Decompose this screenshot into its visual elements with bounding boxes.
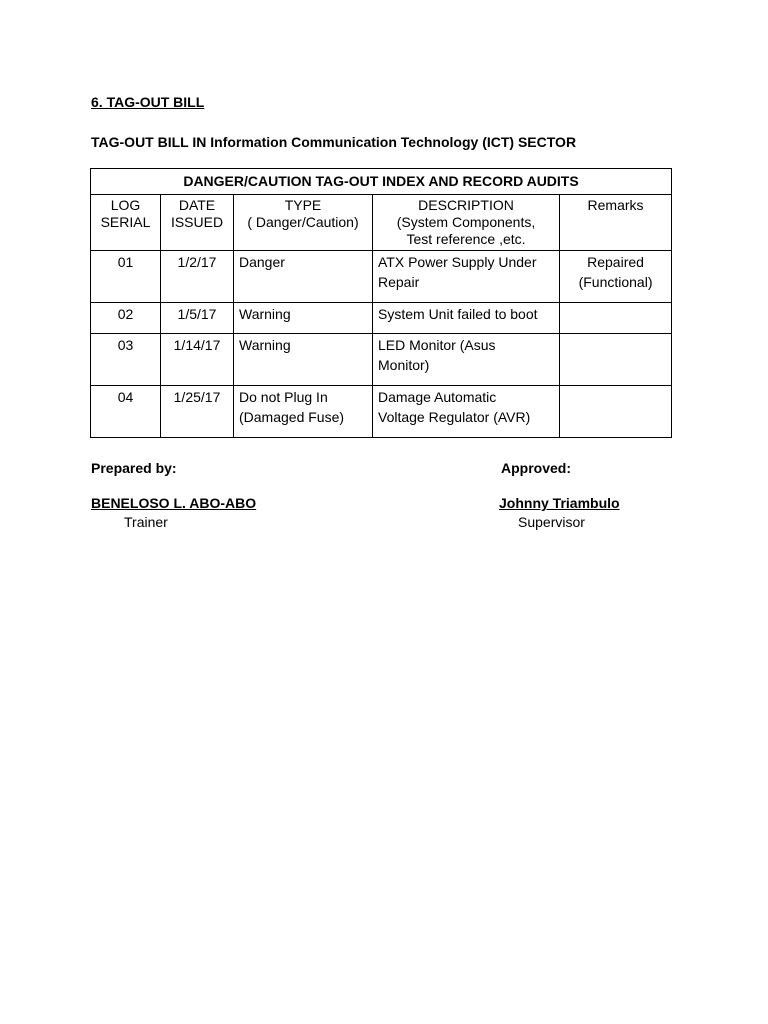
cell-line: Warning bbox=[239, 337, 291, 353]
cell-remarks bbox=[560, 303, 672, 334]
cell-line: LED Monitor (Asus bbox=[378, 337, 496, 353]
cell-line: Voltage Regulator (AVR) bbox=[378, 409, 531, 425]
header-line: Remarks bbox=[587, 197, 644, 213]
header-date-issued bbox=[161, 195, 234, 251]
section-heading: 6. TAG-OUT BILL bbox=[91, 94, 205, 110]
cell-line: Danger bbox=[239, 254, 285, 270]
header-description bbox=[373, 195, 560, 251]
header-line: Test reference ,etc. bbox=[406, 231, 526, 247]
cell-type bbox=[234, 251, 373, 303]
cell-serial: 01 bbox=[91, 251, 161, 303]
approved-label: Approved: bbox=[501, 460, 571, 476]
cell-line: (Functional) bbox=[578, 274, 653, 290]
header-line: ( Danger/Caution) bbox=[247, 214, 359, 230]
header-type bbox=[234, 195, 373, 251]
cell-description bbox=[373, 251, 560, 303]
cell-type bbox=[234, 386, 373, 438]
cell-description bbox=[373, 334, 560, 386]
approved-role: Supervisor bbox=[518, 514, 585, 530]
header-line: SERIAL bbox=[100, 214, 151, 230]
cell-remarks bbox=[560, 251, 672, 303]
prepared-name: BENELOSO L. ABO-ABO bbox=[91, 495, 257, 511]
table-caption: DANGER/CAUTION TAG-OUT INDEX AND RECORD AUDITS bbox=[91, 169, 672, 195]
cell-line: ATX Power Supply Under bbox=[378, 254, 537, 270]
cell-line: (Damaged Fuse) bbox=[239, 409, 345, 425]
cell-serial: 02 bbox=[91, 303, 161, 334]
cell-line: Repaired bbox=[587, 254, 644, 270]
cell-serial: 04 bbox=[91, 386, 161, 438]
table-row bbox=[91, 386, 672, 438]
header-line: DESCRIPTION bbox=[418, 197, 514, 213]
table-header-row bbox=[91, 195, 672, 251]
header-line: DATE bbox=[178, 197, 216, 213]
approved-name: Johnny Triambulo bbox=[499, 495, 620, 511]
cell-type bbox=[234, 334, 373, 386]
header-log-serial bbox=[91, 195, 161, 251]
header-line: (System Components, bbox=[396, 214, 536, 230]
header-line: TYPE bbox=[284, 197, 322, 213]
header-remarks bbox=[560, 195, 672, 251]
prepared-by-label: Prepared by: bbox=[91, 460, 177, 476]
cell-description bbox=[373, 303, 560, 334]
cell-remarks bbox=[560, 386, 672, 438]
cell-date: 1/25/17 bbox=[161, 386, 234, 438]
cell-remarks bbox=[560, 334, 672, 386]
cell-line: Damage Automatic bbox=[378, 389, 497, 405]
cell-type bbox=[234, 303, 373, 334]
prepared-role: Trainer bbox=[124, 514, 168, 530]
document-subtitle: TAG-OUT BILL IN Information Communication Technology (ICT) SECTOR bbox=[91, 134, 577, 150]
cell-line: Warning bbox=[239, 306, 291, 322]
table-row bbox=[91, 303, 672, 334]
cell-line: System Unit failed to boot bbox=[378, 306, 538, 322]
cell-serial: 03 bbox=[91, 334, 161, 386]
header-line: LOG bbox=[110, 197, 141, 213]
cell-date: 1/5/17 bbox=[161, 303, 234, 334]
cell-line: Monitor) bbox=[378, 357, 430, 373]
cell-line: Do not Plug In bbox=[239, 389, 328, 405]
cell-date: 1/2/17 bbox=[161, 251, 234, 303]
cell-description bbox=[373, 386, 560, 438]
header-line: ISSUED bbox=[170, 214, 224, 230]
cell-date: 1/14/17 bbox=[161, 334, 234, 386]
table-row bbox=[91, 334, 672, 386]
tag-out-table bbox=[90, 168, 672, 438]
cell-line: Repair bbox=[378, 274, 420, 290]
table-row bbox=[91, 251, 672, 303]
